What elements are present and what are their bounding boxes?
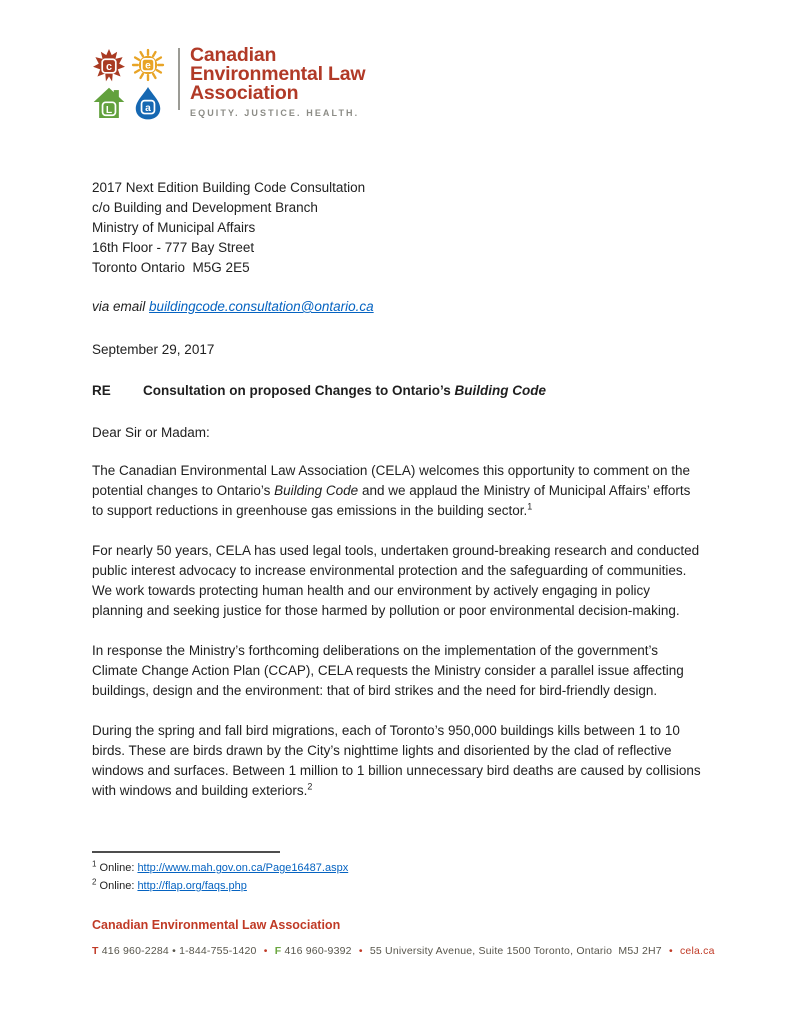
sun-icon — [131, 48, 165, 82]
subject-text: Consultation on proposed Changes to Ontario’s Building Code — [143, 383, 547, 398]
footnote-marker: 1 — [92, 859, 97, 869]
footer-contact-line — [92, 945, 731, 957]
footer-org-name: Canadian Environmental Law Association — [92, 918, 341, 932]
recipient-line: c/o Building and Development Branch — [92, 200, 318, 215]
italic-building-code: Building Code — [274, 483, 359, 498]
recipient-line: 16th Floor - 777 Bay Street — [92, 240, 255, 255]
svg-text:a: a — [145, 103, 151, 115]
subject-label: RE — [92, 383, 111, 398]
letter-footer — [92, 918, 731, 957]
paragraph-3: In response the Ministry’s forthcoming deliberations on the implementation of the government’s Climate Change Action Plan (CCAP), CELA requests the Ministry consider a parallel issue affecting buildings, design and the environment: that of bird strikes and the need for bird-friendly design. — [92, 643, 684, 698]
recipient-address — [92, 178, 703, 278]
fax-number: 416 960-9392 — [284, 945, 352, 957]
footnote-link-2[interactable]: http://flap.org/faqs.php — [137, 880, 247, 892]
subject-line — [92, 381, 703, 401]
phone-label: T — [92, 945, 99, 957]
maple-leaf-icon — [92, 48, 126, 82]
logo-divider — [178, 48, 180, 110]
recipient-line: Ministry of Municipal Affairs — [92, 220, 256, 235]
footnotes-section — [92, 851, 703, 895]
logo-org-line1: Canadian — [190, 44, 277, 66]
paragraph-4: During the spring and fall bird migrations, each of Toronto’s 950,000 buildings kills between 1 to 10 birds. These are birds drawn by the City’s nighttime lights and disoriented by the clad of reflective windows and surfaces. Between 1 million to 1 billion unnecessary bird deaths are caused by collisions with windows and building exteriors.$^2$ — [92, 723, 701, 798]
svg-text:c: c — [105, 61, 113, 74]
via-email-line — [92, 297, 703, 317]
cela-logo — [92, 46, 703, 120]
footnote-1 — [92, 859, 703, 877]
paragraph-1: The Canadian Environmental Law Association (CELA) welcomes this opportunity to comment on the potential changes to Ontario’s Building Code and we applaud the Ministry of Municipal Affairs’ efforts to support reductions in greenhouse gas emissions in the building sector.$^1$ — [92, 463, 691, 518]
house-icon — [92, 86, 126, 120]
email-link[interactable]: buildingcode.consultation@ontario.ca — [149, 299, 374, 314]
recipient-line: 2017 Next Edition Building Code Consultation — [92, 180, 366, 195]
logo-org-line2: Environmental Law — [190, 63, 366, 85]
logo-org-line3: Association — [190, 82, 299, 104]
subject-italic: Building Code — [454, 383, 547, 398]
website-link[interactable]: cela.ca — [679, 945, 715, 957]
svg-text:L: L — [105, 104, 113, 116]
bullet-separator: • — [358, 945, 363, 957]
footnote-separator — [92, 851, 280, 853]
bullet-separator: • — [668, 945, 673, 957]
bullet-separator: • — [263, 945, 268, 957]
footer-address: 55 University Avenue, Suite 1500 Toronto, Ontario M5J 2H7 — [369, 945, 662, 957]
footnote-marker: 2 — [92, 877, 97, 887]
footnote-ref-2: 2 — [307, 781, 313, 792]
water-drop-icon — [131, 86, 165, 120]
phone-numbers: 416 960-2284 • 1-844-755-1420 — [101, 945, 257, 957]
via-email-prefix: via email — [92, 299, 146, 314]
footnote-link-1[interactable]: http://www.mah.gov.on.ca/Page16487.aspx — [137, 862, 349, 874]
footnote-prefix: Online: — [99, 862, 135, 874]
paragraph-2: For nearly 50 years, CELA has used legal tools, undertaken ground-breaking research and conducted public interest advocacy to increase environmental protection and the safeguarding of communities. We work towards protecting human health and our environment by actively engaging in policy planning and seeking justice for those harmed by pollution or poor environmental decision-making. — [92, 543, 700, 618]
fax-label: F — [274, 945, 282, 957]
salutation: Dear Sir or Madam: — [92, 425, 210, 440]
footnote-prefix: Online: — [99, 880, 135, 892]
svg-text:e: e — [145, 60, 151, 72]
date-line: September 29, 2017 — [92, 342, 215, 357]
recipient-line: Toronto Ontario M5G 2E5 — [92, 260, 250, 275]
logo-tagline: EQUITY. JUSTICE. HEALTH. — [190, 108, 360, 118]
footnote-2 — [92, 877, 703, 895]
footnote-ref-1: 1 — [527, 501, 533, 512]
logo-wordmark — [190, 46, 365, 118]
cela-logo-icons — [92, 48, 165, 120]
